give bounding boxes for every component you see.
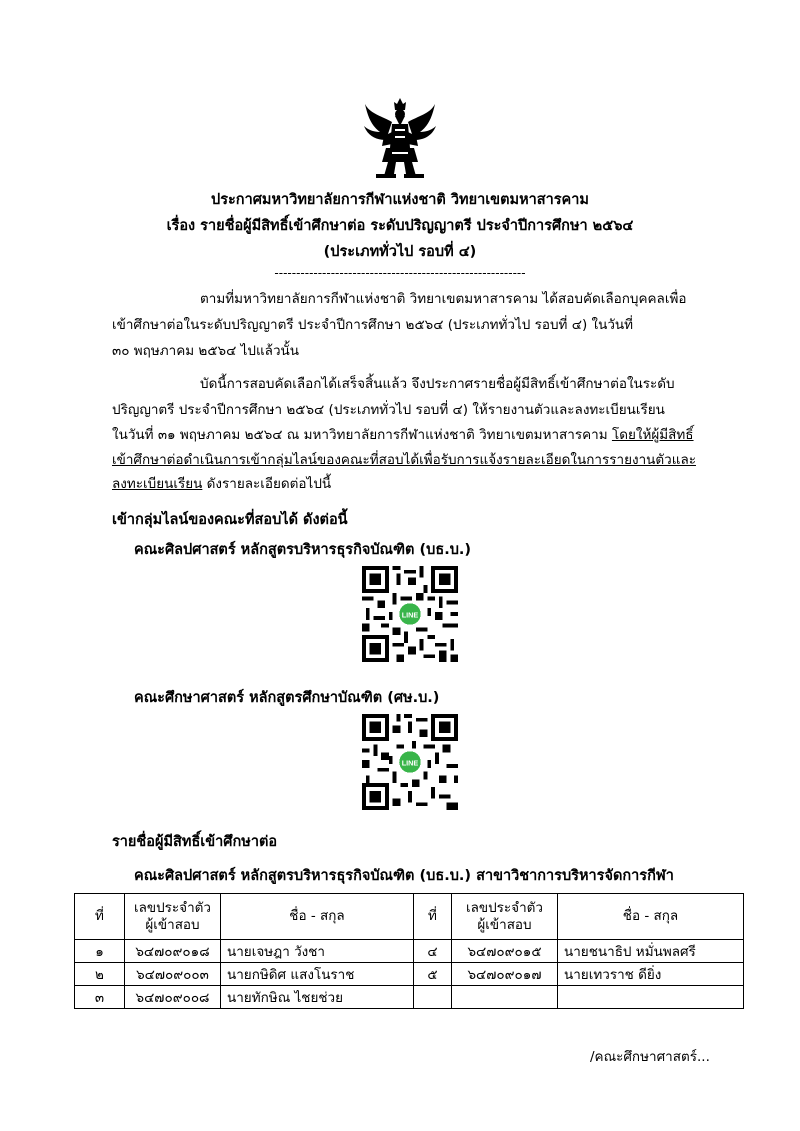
cell-no: ๓	[75, 986, 125, 1009]
col-id	[452, 894, 558, 940]
cell-no	[414, 986, 452, 1009]
announcement-title: ประกาศมหาวิทยาลัยการกีฬาแห่งชาติ วิทยาเขตมหาสารคาม	[211, 192, 589, 208]
line-logo-label: LINE	[401, 610, 419, 620]
col-no: ที่	[414, 894, 452, 940]
cell-id: ๖๔๗๐๙๐๑๗	[452, 963, 558, 986]
paragraph-2-underlined-end: ลงทะเบียนเรียน	[112, 476, 203, 492]
line-logo-label: LINE	[401, 758, 419, 768]
paragraph-2-line-5	[112, 473, 331, 497]
line-group-label-business: คณะศิลปศาสตร์ หลักสูตรบริหารธุรกิจบัณฑิต (บธ.บ.)	[134, 542, 472, 558]
cell-id	[452, 986, 558, 1009]
table-row	[75, 940, 744, 963]
cell-name: นายชนาธิป หมั่นพลศรี	[558, 940, 744, 963]
line-group-label-education: คณะศึกษาศาสตร์ หลักสูตรศึกษาบัณฑิต (ศษ.บ.)	[134, 690, 440, 706]
continuation-note: /คณะศึกษาศาสตร์...	[590, 1049, 710, 1065]
line-qr-code-business[interactable]	[362, 566, 458, 662]
paragraph-2-line-3	[112, 424, 694, 448]
paragraph-2-underlined-start: โดยให้ผู้มีสิทธิ์	[611, 427, 694, 443]
cell-id: ๖๔๗๐๙๐๑๘	[125, 940, 221, 963]
col-name: ชื่อ - สกุล	[558, 894, 744, 940]
paragraph-2-line-3-text: ในวันที่ ๓๑ พฤษภาคม ๒๕๖๔ ณ มหาวิทยาลัยการกีฬาแห่งชาติ วิทยาเขตมหาสารคาม	[112, 427, 612, 443]
separator-line: ----------------------------------------------------------	[274, 266, 526, 280]
line-qr-code-education[interactable]	[362, 714, 458, 810]
roster-table-wrapper	[74, 893, 744, 1009]
col-id-line-1: เลขประจำตัว	[133, 899, 212, 916]
paragraph-2-line-2: ปริญญาตรี ประจำปีการศึกษา ๒๕๖๔ (ประเภททั่วไป รอบที่ ๔) ให้รายงานตัวและลงทะเบียนเรียน	[112, 402, 665, 418]
cell-no: ๑	[75, 940, 125, 963]
cell-no: ๔	[414, 940, 452, 963]
cell-id: ๖๔๗๐๙๐๐๘	[125, 986, 221, 1009]
col-id-line-2: ผู้เข้าสอบ	[145, 916, 200, 933]
garuda-emblem-icon	[362, 96, 438, 180]
col-no: ที่	[75, 894, 125, 940]
roster-header-row	[75, 894, 744, 940]
table-row	[75, 986, 744, 1009]
cell-name: นายกษิดิศ แสงโนราช	[221, 963, 414, 986]
cell-name: นายเทวราช ดียิ่ง	[558, 963, 744, 986]
line-groups-heading: เข้ากลุ่มไลน์ของคณะที่สอบได้ ดังต่อนี้	[112, 512, 348, 528]
roster-heading: รายชื่อผู้มีสิทธิ์เข้าศึกษาต่อ	[112, 834, 278, 850]
paragraph-1-line-3: ๓๐ พฤษภาคม ๒๕๖๔ ไปแล้วนั้น	[112, 343, 299, 359]
cell-id: ๖๔๗๐๙๐๐๓	[125, 963, 221, 986]
paragraph-2-line-4: เข้าศึกษาต่อดำเนินการเข้ากลุ่มไลน์ของคณะที่สอบได้เพื่อรับการแจ้งรายละเอียดในการรายงานตัวและ	[112, 452, 696, 468]
paragraph-2-line-1: บัดนี้การสอบคัดเลือกได้เสร็จสิ้นแล้ว จึงประกาศรายชื่อผู้มีสิทธิ์เข้าศึกษาต่อในระดับ	[200, 376, 675, 392]
col-id-line-2: ผู้เข้าสอบ	[477, 916, 532, 933]
paragraph-1-line-1: ตามที่มหาวิทยาลัยการกีฬาแห่งชาติ วิทยาเขตมหาสารคาม ได้สอบคัดเลือกบุคคลเพื่อ	[200, 291, 687, 307]
cell-name: นายเจษฎา วังชา	[221, 940, 414, 963]
cell-name	[558, 986, 744, 1009]
col-name: ชื่อ - สกุล	[221, 894, 414, 940]
paragraph-2-line-5-text: ดังรายละเอียดต่อไปนี้	[202, 476, 332, 492]
cell-name: นายทักษิณ ไชยช่วย	[221, 986, 414, 1009]
col-id	[125, 894, 221, 940]
col-id-line-1: เลขประจำตัว	[465, 899, 544, 916]
paragraph-1-line-2: เข้าศึกษาต่อในระดับปริญญาตรี ประจำปีการศึกษา ๒๕๖๔ (ประเภททั่วไป รอบที่ ๔) ในวันที่	[112, 317, 634, 333]
cell-id: ๖๔๗๐๙๐๑๕	[452, 940, 558, 963]
cell-no: ๒	[75, 963, 125, 986]
table-row	[75, 963, 744, 986]
roster-faculty: คณะศิลปศาสตร์ หลักสูตรบริหารธุรกิจบัณฑิต (บธ.บ.) สาขาวิชาการบริหารจัดการกีฬา	[134, 868, 674, 884]
announcement-subject: เรื่อง รายชื่อผู้มีสิทธิ์เข้าศึกษาต่อ ระดับปริญญาตรี ประจำปีการศึกษา ๒๕๖๔	[166, 218, 634, 234]
cell-no: ๕	[414, 963, 452, 986]
roster-table	[74, 893, 744, 1009]
announcement-round: (ประเภททั่วไป รอบที่ ๔)	[323, 244, 477, 260]
